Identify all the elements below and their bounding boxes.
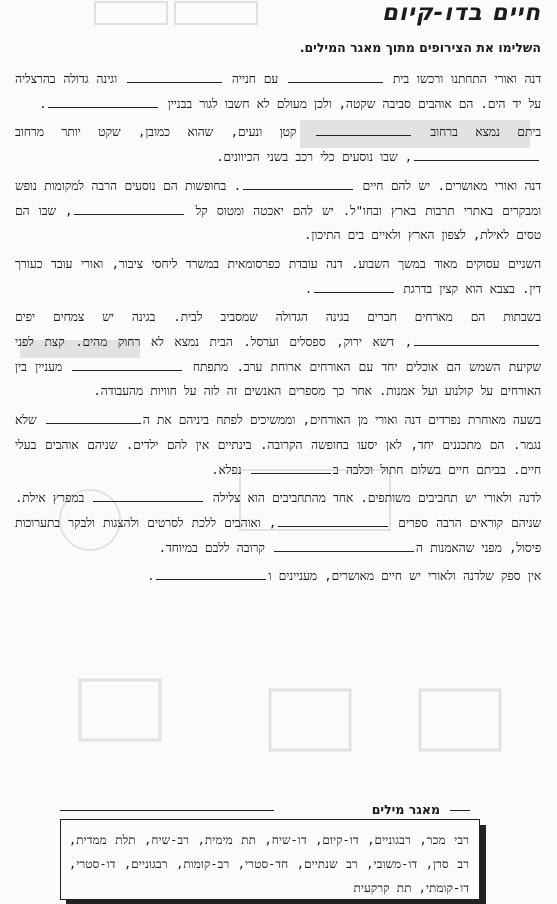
answer-blank[interactable] bbox=[156, 567, 266, 580]
text-segment: בשבתות הם מארחים חברים בגינה הגדולה שמסביב לבית. בגינה יש צמחים יפים bbox=[15, 309, 541, 325]
text-segment: . bbox=[304, 280, 313, 296]
answer-blank[interactable] bbox=[127, 70, 222, 83]
text-segment: השניים עסוקים מאוד במשך השבוע. דנה עובדת כפרסומאית במשרד ליחסי ציבור, ואורי עובד כעורך דין. בצבא הוא קצין בדרגת bbox=[15, 255, 541, 296]
paragraph-6 bbox=[15, 408, 541, 482]
paragraph-2 bbox=[15, 120, 541, 169]
text-segment: בשעה מאוחרת נפרדים דנה ואורי מן האורחים, וממשיכים לפתח ביניהם את ה bbox=[142, 412, 541, 428]
paragraph-3 bbox=[15, 174, 541, 248]
paragraph-7 bbox=[15, 486, 541, 560]
instruction-text: השלימו את הצירופים מתוך מאגר המילים. bbox=[299, 40, 541, 55]
text-segment: מעניין בין האורחים על קולנוע ועל אמנות. אחר כך מספרים האנשים זה לזה על חוויות מהעבודה. bbox=[15, 358, 541, 399]
text-segment: גדולה בהרצליה על יד הים. הם אוהבים סביבה שקטה, ולכן מעולם לא חשבו לגור בבניין bbox=[15, 71, 541, 111]
text-segment: לדנה ולאורי יש תחביבים משותפים. אחד מהתחביבים הוא צלילה bbox=[212, 490, 541, 506]
answer-blank[interactable] bbox=[72, 358, 182, 371]
word-bank-box bbox=[60, 819, 480, 900]
paragraph-8 bbox=[15, 564, 541, 589]
text-segment: עם חנייה bbox=[231, 71, 279, 86]
answer-blank[interactable] bbox=[243, 177, 353, 190]
answer-blank[interactable] bbox=[251, 461, 331, 474]
answer-blank[interactable] bbox=[46, 411, 141, 424]
answer-blank[interactable] bbox=[278, 514, 388, 527]
word-bank-rule-left bbox=[60, 810, 274, 811]
text-segment: דנה ואורי מאושרים. יש להם חיים bbox=[362, 177, 541, 193]
text-segment: וגינה bbox=[96, 71, 118, 86]
text-segment: נפלא. bbox=[211, 461, 242, 477]
answer-blank[interactable] bbox=[93, 489, 203, 502]
word-bank-rule-right bbox=[450, 810, 470, 811]
answer-blank[interactable] bbox=[414, 148, 539, 161]
page-title: חיים בדו-קיום bbox=[382, 0, 541, 26]
text-segment: קטן ונעים, שהוא כמובן, שקט יותר מרחוב bbox=[15, 124, 297, 140]
text-segment: בינתיים אין להם ילדים. שניהם אוהבים בעלי חיים. בביתם חיים בשלום חתול וכלבה ב bbox=[15, 436, 541, 477]
text-segment: , שבו נוסעים כלי רכב בשני הכיוונים. bbox=[216, 149, 412, 165]
word-bank-title: מאגר מילים bbox=[371, 802, 440, 817]
paragraph-4 bbox=[15, 252, 541, 301]
passage bbox=[15, 67, 541, 593]
text-segment: קרובה ללבם במיוחד. bbox=[158, 539, 265, 555]
paragraph-5 bbox=[15, 305, 541, 404]
text-segment: . bbox=[147, 568, 155, 584]
answer-blank[interactable] bbox=[48, 95, 158, 108]
answer-blank[interactable] bbox=[314, 280, 394, 293]
paragraph-1 bbox=[15, 67, 541, 116]
text-segment: . bbox=[39, 95, 47, 111]
answer-blank[interactable] bbox=[414, 333, 539, 346]
text-segment: , דשא ירוק, ספסלים וערסל. הבית נמצא לא רחוק מהים. קצת לפני שקיעת השמש הם אוכלים יחד עם האורחים ארוחת ערב. מתפתח bbox=[15, 334, 541, 374]
text-segment: , ואוהבים ללכת לסרטים ולהצגות ולבקר בתערוכות פיסול, מפני שהאמנות ה bbox=[15, 514, 541, 555]
text-segment: , שבו הם טסים לאילת, לצפון הארץ ולאיים בים התיכון. bbox=[15, 202, 541, 243]
text-segment: ביתם נמצא ברחוב bbox=[430, 124, 541, 140]
text-segment: . בחופשות הם נוסעים הרבה למקומות נופש ומבקרים באתרי תרבות בארץ ובחו"ל. יש להם יאכטה ומטוס קל bbox=[15, 177, 541, 218]
word-bank-words: רבי מכר, רבגוניים, דו-קיום, דו-שיח, תת מימית, רב-שיח, תלת ממדית, רב סרן, דו-משובי, רב שנתיים, חד-סטרי, רב-קומות, רבגוניים, דו-סטרי, דו-קומתי, תת קרקעית bbox=[69, 833, 469, 895]
answer-blank[interactable] bbox=[316, 123, 411, 136]
text-segment: אין ספק שלדנה ולאורי יש חיים מאושרים, מעניינים ו bbox=[268, 568, 541, 584]
text-segment: דנה ואורי התחתנו ורכשו בית bbox=[392, 71, 541, 86]
text-segment: במפרץ אילת. שניהם קוראים הרבה ספרים bbox=[15, 490, 541, 530]
text-segment: שלא נגמר. הם מתכננים יחד, לאן יסעו בחופשה הקרובה. bbox=[15, 412, 541, 452]
answer-blank[interactable] bbox=[74, 202, 184, 215]
answer-blank[interactable] bbox=[274, 539, 414, 552]
answer-blank[interactable] bbox=[288, 70, 383, 83]
